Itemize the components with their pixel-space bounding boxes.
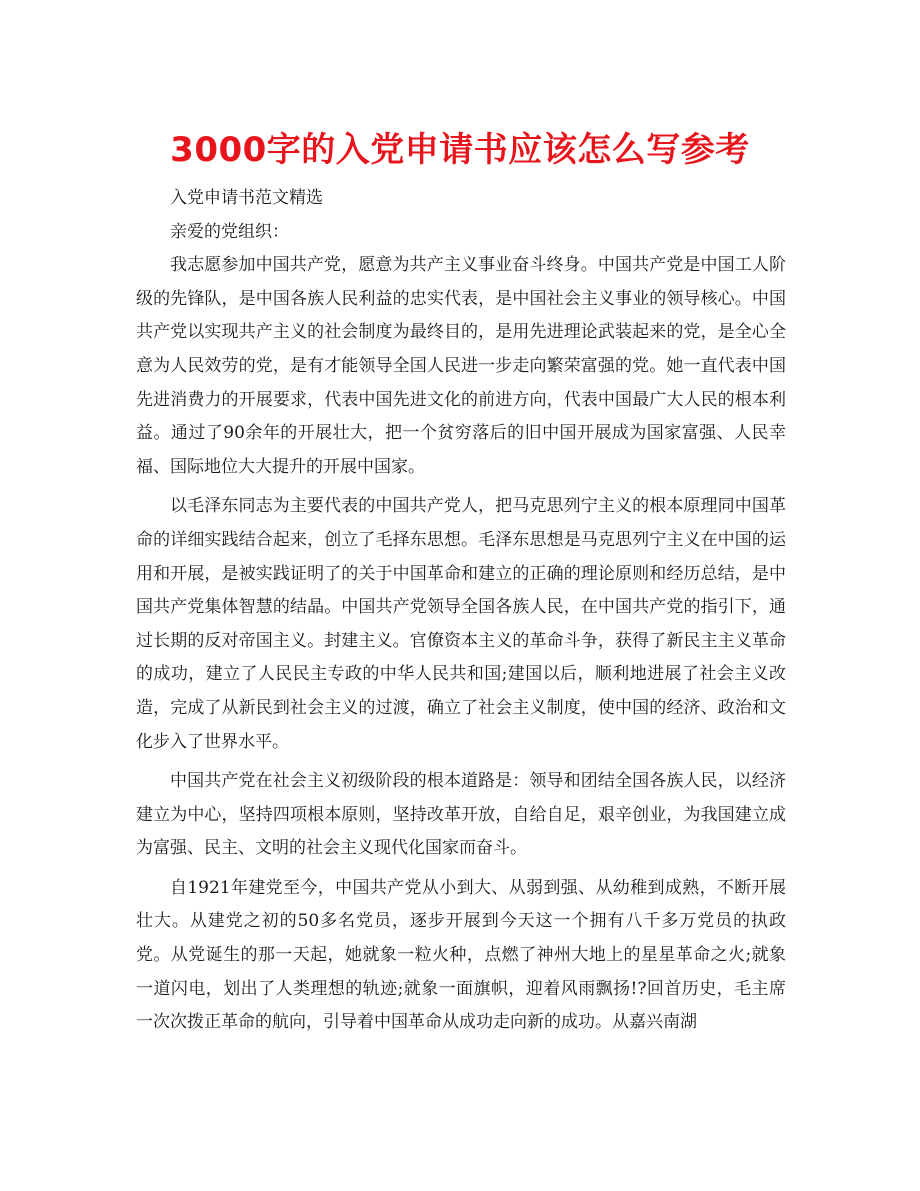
document-subtitle: 入党申请书范文精选 (170, 188, 323, 208)
paragraph: 以毛泽东同志为主要代表的中国共产党人，把马克思列宁主义的根本原理同中国革命的详细实践结合起来，创立了毛择东思想。毛泽东思想是马克思列宁主义在中国的运用和开展，是被实践证明了的关于中国革命和建立的正确的理论原则和经历总结，是中国共产党集体智慧的结晶。中国共产党领导全国各族人民，在中国共产党的指引下，通过长期的反对帝国主义。封建主义。官僚资本主义的革命斗争，获得了新民主主义革命的成功，建立了人民民主专政的中华人民共和国;建国以后，顺利地进展了社会主义改造，完成了从新民到社会主义的过渡，确立了社会主义制度，使中国的经济、政治和文化步入了世界水平。 (136, 496, 786, 752)
document-title: 3000字的入党申请书应该怎么写参考 (170, 130, 750, 170)
document-body (136, 182, 786, 1046)
salutation: 亲爱的党组织： (170, 221, 289, 242)
paragraph: 中国共产党在社会主义初级阶段的根本道路是：领导和团结全国各族人民，以经济建立为中心，坚持四项根本原则，坚持改革开放，自给自足，艰辛创业，为我国建立成为富强、民主、文明的社会主义现代化国家而奋斗。 (136, 771, 786, 859)
paragraph: 自1921年建党至今，中国共产党从小到大、从弱到强、从幼稚到成熟，不断开展壮大。从建党之初的50多名党员，逐步开展到今天这一个拥有八千多万党员的执政党。从党诞生的那一天起，她就象一粒火种，点燃了神州大地上的星星革命之火;就象一道闪电，划出了人类理想的轨迹;就象一面旗帜，迎着风雨飘扬!?回首历史，毛主席一次次拨正革命的航向，引导着中国革命从成功走向新的成功。从嘉兴南湖 (136, 877, 786, 1033)
paragraph: 我志愿参加中国共产党，愿意为共产主义事业奋斗终身。中国共产党是中国工人阶级的先锋队，是中国各族人民利益的忠实代表，是中国社会主义事业的领导核心。中国共产党以实现共产主义的社会制度为最终目的，是用先进理论武装起来的党，是全心全意为人民效劳的党，是有才能领导全国人民进一步走向繁荣富强的党。她一直代表中国先进消费力的开展要求，代表中国先进文化的前进方向，代表中国最广大人民的根本利益。通过了90余年的开展壮大，把一个贫穷落后的旧中国开展成为国家富强、人民幸福、国际地位大大提升的开展中国家。 (136, 255, 786, 477)
